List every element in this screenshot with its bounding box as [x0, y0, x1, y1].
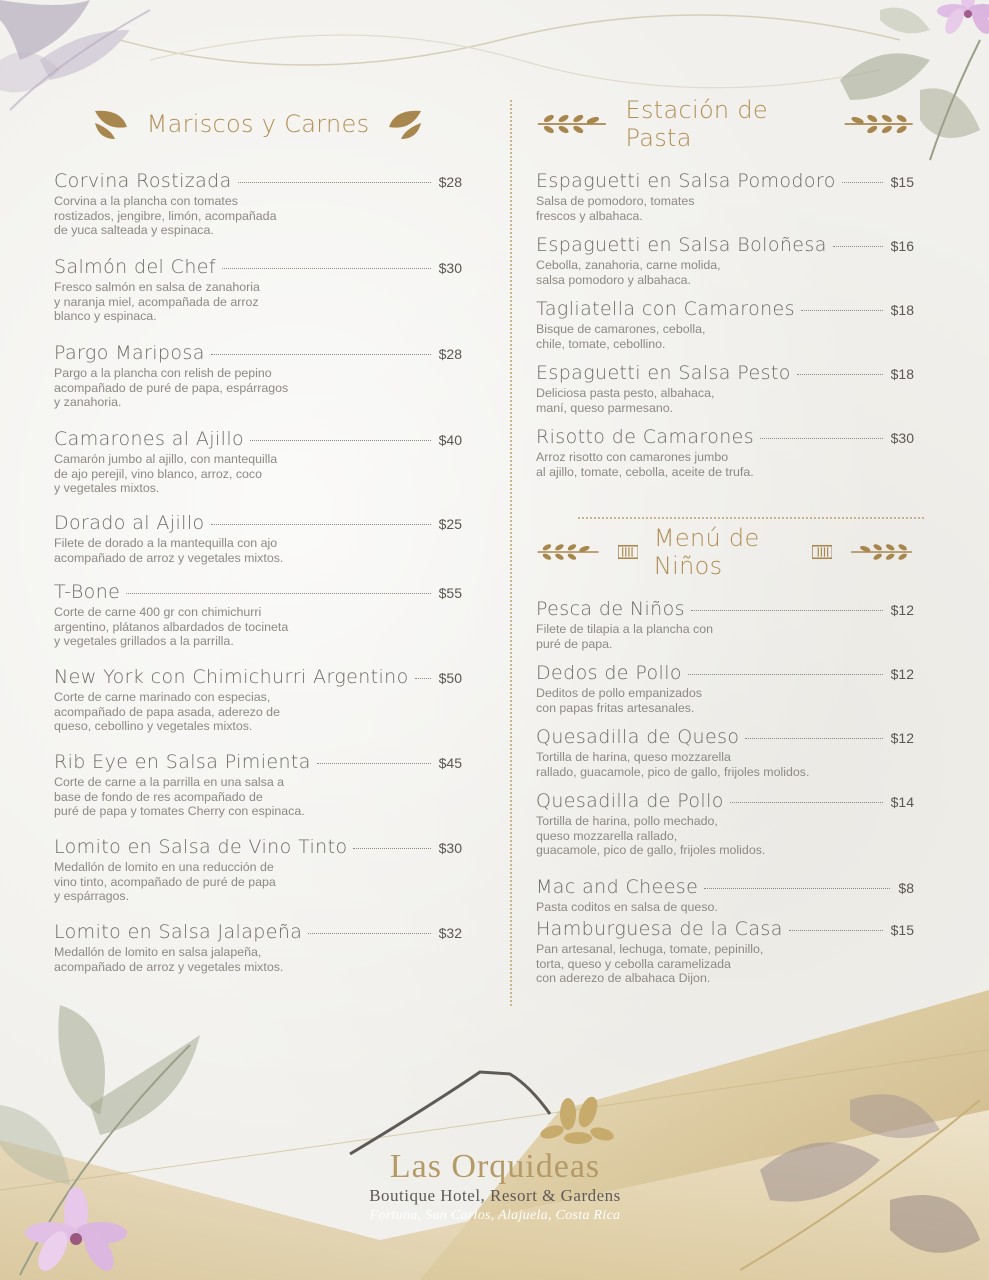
menu-item — [536, 876, 914, 915]
dotted-leader — [688, 674, 883, 675]
dotted-leader — [211, 354, 431, 355]
menu-item-header — [54, 921, 462, 943]
dotted-leader — [745, 738, 882, 739]
menu-item — [54, 256, 462, 324]
laurel-branch-icon — [536, 109, 610, 139]
menu-item-name: Lomito en Salsa de Vino Tinto — [54, 836, 348, 858]
leaves-bottom-right-decoration — [740, 1080, 989, 1280]
section-divider — [578, 517, 924, 519]
menu-item — [536, 170, 914, 223]
menu-item-description: Fresco salmón en salsa de zanahoria y naranja miel, acompañada de arroz blanco y espinaca. — [54, 280, 260, 324]
menu-item — [54, 512, 462, 565]
menu-item-price: $12 — [890, 602, 914, 618]
menu-item-name: Pargo Mariposa — [54, 342, 205, 364]
section-title: Estación de Pasta — [625, 96, 768, 152]
menu-item-name: Corvina Rostizada — [54, 170, 232, 192]
dotted-leader — [842, 182, 883, 183]
menu-item-name: Espaguetti en Salsa Pesto — [536, 362, 791, 384]
menu-item — [536, 918, 914, 986]
menu-item-description: Pargo a la plancha con relish de pepino acompañado de puré de papa, espárragos y zanahoria. — [54, 366, 289, 410]
menu-item-header — [536, 426, 914, 448]
menu-item-description: Corte de carne 400 gr con chimichurri argentino, plátanos albardados de tocineta y vegetales grillados a la parrilla. — [54, 605, 289, 649]
dotted-leader — [238, 182, 431, 183]
menu-item-price: $50 — [438, 670, 462, 686]
menu-item-header — [536, 662, 914, 684]
menu-item-description: Pan artesanal, lechuga, tomate, pepinillo, torta, queso y cebolla caramelizada con aderezo de albahaca Dijon. — [536, 942, 764, 986]
section-title: Mariscos y Carnes — [146, 110, 370, 138]
menu-item-header — [536, 298, 914, 320]
menu-item-header — [536, 918, 914, 940]
menu-item-header — [54, 581, 462, 603]
menu-item-description: Pasta coditos en salsa de queso. — [536, 900, 718, 914]
dotted-leader — [760, 438, 883, 439]
dotted-leader — [704, 888, 890, 889]
menu-item-description: Filete de dorado a la mantequilla con ajo acompañado de arroz y vegetales mixtos. — [54, 536, 284, 565]
dotted-leader — [353, 848, 430, 849]
menu-item-price: $25 — [438, 516, 462, 532]
menu-item-price: $8 — [898, 880, 914, 896]
menu-item-description: Deliciosa pasta pesto, albahaca, maní, queso parmesano. — [536, 386, 715, 415]
laurel-branch-icon — [536, 537, 602, 567]
dotted-leader — [833, 246, 883, 247]
menu-item-description: Tortilla de harina, queso mozzarella rallado, guacamole, pico de gallo, frijoles molidos. — [536, 750, 810, 779]
menu-item-header — [54, 428, 462, 450]
menu-item-price: $12 — [890, 666, 914, 682]
menu-item-price: $12 — [890, 730, 914, 746]
menu-item-header — [536, 876, 914, 898]
menu-item — [54, 836, 462, 904]
menu-item-header — [54, 256, 462, 278]
menu-item-description: Medallón de lomito en una reducción de vino tinto, acompañado de puré de papa y espárragos. — [54, 860, 276, 904]
menu-item-description: Deditos de pollo empanizados con papas fritas artesanales. — [536, 686, 703, 715]
menu-item-name: Espaguetti en Salsa Pomodoro — [536, 170, 836, 192]
menu-item-description: Tortilla de harina, pollo mechado, queso mozzarella rallado, guacamole, pico de gallo, frijoles molidos. — [536, 814, 766, 858]
menu-item — [54, 581, 462, 649]
dotted-leader — [415, 678, 431, 679]
menu-item-name: Quesadilla de Pollo — [536, 790, 724, 812]
menu-item-price: $28 — [438, 346, 462, 362]
menu-item-name: Rib Eye en Salsa Pimienta — [54, 751, 311, 773]
menu-item-description: Corte de carne a la parrilla en una salsa a base de fondo de res acompañado de puré de papa y tomates Cherry con espinaca. — [54, 775, 305, 819]
dotted-leader — [211, 524, 431, 525]
dotted-leader — [250, 440, 431, 441]
menu-item-name: Quesadilla de Queso — [536, 726, 740, 748]
menu-item — [54, 751, 462, 819]
menu-item-price: $14 — [890, 794, 914, 810]
menu-item — [536, 790, 914, 858]
menu-item — [536, 362, 914, 415]
dotted-leader — [730, 802, 883, 803]
menu-item-header — [536, 234, 914, 256]
menu-item-header — [536, 170, 914, 192]
menu-item-name: Espaguetti en Salsa Boloñesa — [536, 234, 827, 256]
menu-item-description: Salsa de pomodoro, tomates frescos y albahaca. — [536, 194, 695, 223]
menu-item-header — [536, 362, 914, 384]
hotel-logo — [340, 1066, 650, 1231]
volcano-orchid-icon — [340, 1066, 650, 1156]
menu-item-price: $30 — [438, 260, 462, 276]
menu-item-description: Corte de carne marinado con especias, acompañado de papa asada, aderezo de queso, cebollino y vegetales mixtos. — [54, 690, 280, 734]
menu-item-name: T-Bone — [54, 581, 121, 603]
menu-item — [54, 170, 462, 238]
menu-item-price: $32 — [438, 925, 462, 941]
laurel-branch-icon — [841, 109, 915, 139]
menu-item — [536, 662, 914, 715]
menu-item-name: Risotto de Camarones — [536, 426, 755, 448]
menu-item — [536, 726, 914, 779]
menu-item — [536, 426, 914, 479]
menu-item — [536, 598, 914, 651]
laurel-branch-icon — [848, 537, 914, 567]
dotted-leader — [308, 933, 430, 934]
menu-item — [536, 234, 914, 287]
menu-item-description: Camarón jumbo al ajillo, con mantequilla de ajo perejil, vino blanco, arroz, coco y vegetales mixtos. — [54, 452, 278, 496]
menu-item-name: Dedos de Pollo — [536, 662, 682, 684]
menu-item-header — [54, 751, 462, 773]
menu-item-name: Dorado al Ajillo — [54, 512, 205, 534]
dotted-leader — [126, 593, 430, 594]
ribbon-end-icon — [812, 542, 832, 562]
menu-item-header — [54, 170, 462, 192]
menu-item-price: $30 — [438, 840, 462, 856]
menu-item-price: $15 — [890, 174, 914, 190]
dotted-leader — [797, 374, 883, 375]
menu-item — [54, 666, 462, 734]
menu-item-description: Bisque de camarones, cebolla, chile, tomate, cebollino. — [536, 322, 706, 351]
menu-item-description: Cebolla, zanahoria, carne molida, salsa pomodoro y albahaca. — [536, 258, 721, 287]
menu-item-name: Lomito en Salsa Jalapeña — [54, 921, 303, 943]
menu-item-header — [536, 726, 914, 748]
menu-item-name: Camarones al Ajillo — [54, 428, 245, 450]
menu-item-price: $55 — [438, 585, 462, 601]
menu-item-description: Arroz risotto con camarones jumbo al ajillo, tomate, cebolla, aceite de trufa. — [536, 450, 754, 479]
pasta-section — [536, 96, 914, 479]
section-title: Menú de Niños — [653, 524, 760, 580]
hotel-location: Fortuna, San Carlos, Alajuela, Costa Rica — [369, 1208, 621, 1223]
menu-item-price: $40 — [438, 432, 462, 448]
menu-item-name: Mac and Cheese — [536, 876, 699, 898]
column-divider — [510, 100, 512, 1006]
ribbon-end-icon — [618, 542, 638, 562]
menu-item-name: Pesca de Niños — [536, 598, 685, 620]
menu-item-name: Salmón del Chef — [54, 256, 216, 278]
menu-item-header — [536, 790, 914, 812]
menu-item-price: $28 — [438, 174, 462, 190]
flower-bottom-left-decoration — [0, 995, 230, 1280]
menu-item-header — [54, 836, 462, 858]
menu-item-header — [54, 342, 462, 364]
dotted-leader — [317, 763, 431, 764]
mariscos-section — [54, 100, 462, 974]
dotted-leader — [801, 310, 883, 311]
dotted-leader — [222, 268, 431, 269]
menu-item — [536, 298, 914, 351]
section-header — [536, 96, 914, 152]
menu-item-description: Filete de tilapia a la plancha con puré de papa. — [536, 622, 714, 651]
menu-item-price: $45 — [438, 755, 462, 771]
menu-item-header — [54, 666, 462, 688]
menu-item-price: $18 — [890, 366, 914, 382]
menu-item-name: New York con Chimichurri Argentino — [54, 666, 409, 688]
menu-item-description: Medallón de lomito en salsa jalapeña, acompañado de arroz y vegetales mixtos. — [54, 945, 284, 974]
menu-item — [54, 921, 462, 974]
menu-item-price: $15 — [890, 922, 914, 938]
menu-item-header — [536, 598, 914, 620]
leaf-ornament-icon — [91, 107, 131, 141]
section-header — [54, 100, 462, 148]
menu-item-name: Hamburguesa de la Casa — [536, 918, 783, 940]
section-header — [536, 524, 914, 580]
menu-item-description: Corvina a la plancha con tomates rostizados, jengibre, limón, acompañada de yuca salteada y espinaca. — [54, 194, 277, 238]
leaf-ornament-icon — [385, 107, 425, 141]
dotted-leader — [789, 930, 883, 931]
hotel-subtitle: Boutique Hotel, Resort & Gardens — [369, 1186, 621, 1205]
menu-item-price: $18 — [890, 302, 914, 318]
menu-item — [54, 342, 462, 410]
menu-item-price: $30 — [890, 430, 914, 446]
menu-item-name: Tagliatella con Camarones — [536, 298, 795, 320]
menu-item-price: $16 — [890, 238, 914, 254]
dotted-leader — [691, 610, 883, 611]
menu-item-header — [54, 512, 462, 534]
hotel-name: Las Orquideas — [389, 1148, 601, 1185]
menu-item — [54, 428, 462, 496]
ninos-section — [536, 524, 914, 986]
